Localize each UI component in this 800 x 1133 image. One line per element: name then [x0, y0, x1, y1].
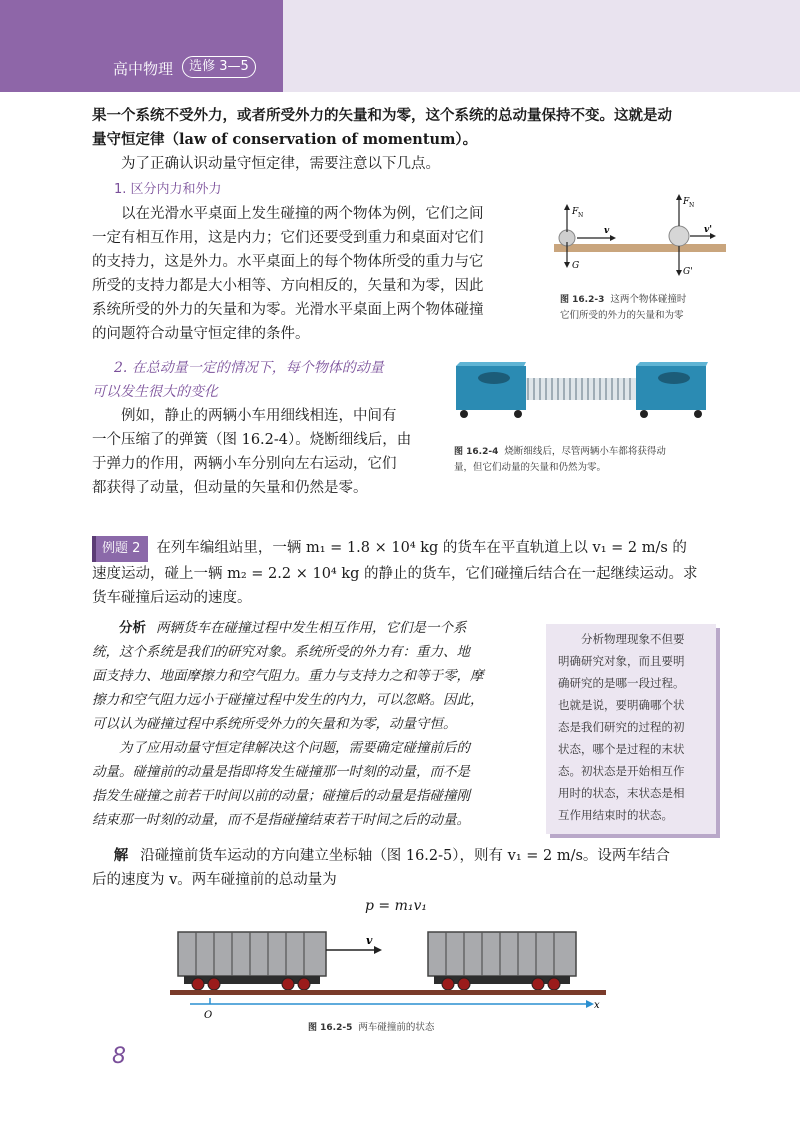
caption-text: 量，但它们动量的矢量和仍然为零。 [454, 462, 607, 473]
example-block [92, 536, 732, 610]
intro-line-1: 果一个系统不受外力，或者所受外力的矢量和为零，这个系统的总动量保持不变。这就是动 [92, 107, 672, 124]
example-tag: 例题 2 [92, 536, 148, 562]
side-note-line: 明确研究对象，而且要明 [558, 654, 685, 668]
fn2-sub: N [689, 202, 695, 209]
right-cart [636, 362, 708, 418]
fn-sub: N [578, 212, 584, 219]
section-2-line: 于弹力的作用，两辆小车分别向左右运动，它们 [92, 456, 397, 472]
solution-text: 沿碰撞前货车运动的方向建立坐标轴（图 16.2-5），则有 v₁ = 2 m/s。设两车结合 [140, 848, 670, 864]
example-line: 速度运动，碰上一辆 m₂ = 2.2 × 10⁴ kg 的静止的货车，它们碰撞后结合在一起继续运动。求 [92, 566, 698, 582]
wheel [442, 978, 454, 990]
arrowhead [676, 194, 682, 200]
example-text: 在列车编组站里，一辆 m₁ = 1.8 × 10⁴ kg 的货车在平直轨道上以 v₁ = 2 m/s 的 [156, 540, 687, 556]
example-line [92, 536, 732, 562]
wheel [640, 410, 648, 418]
arrowhead [610, 235, 616, 241]
intro-line-2: 量守恒定律（law of conservation of momentum）。 [92, 131, 478, 148]
wheel [532, 978, 544, 990]
origin-label: O [204, 1010, 213, 1020]
solution-label: 解 [113, 847, 129, 864]
velocity-label: v [366, 934, 373, 947]
cart-hole [478, 372, 510, 384]
side-note-line: 互作用结束时的状态。 [558, 808, 673, 822]
analysis-line: 可以认为碰撞过程中系统所受外力的矢量和为零，动量守恒。 [92, 716, 457, 732]
figure-16-2-5 [170, 924, 606, 1020]
arrowhead [374, 946, 382, 954]
notes-intro: 为了正确认识动量守恒定律，需要注意以下几点。 [121, 156, 440, 172]
figure-16-2-5-caption [308, 1020, 434, 1036]
book-title: 高中物理 [113, 60, 174, 78]
large-ball [669, 226, 689, 246]
g-label: G [572, 261, 580, 271]
section-1-line: 一定有相互作用，这是内力；它们还要受到重力和桌面对它们 [92, 230, 484, 246]
section-1-line: 的问题符合动量守恒定律的条件。 [92, 326, 310, 342]
intro-block [92, 104, 732, 176]
analysis-text: 两辆货车在碰撞过程中发生相互作用，它们是一个系 [156, 620, 467, 636]
side-note-line: 状态，哪个是过程的末状 [558, 742, 685, 756]
g2-label: G' [683, 267, 693, 277]
figure-number: 图 16.2-4 [454, 447, 499, 457]
side-note-box [546, 624, 716, 834]
figure-number: 图 16.2-5 [308, 1023, 353, 1033]
wheel [460, 410, 468, 418]
figure-16-2-3-caption [560, 292, 730, 324]
analysis-label: 分析 [119, 620, 146, 636]
fn-label: F [572, 207, 579, 217]
v2-label: v' [704, 225, 712, 235]
analysis-line: 结束那一时刻的动量，而不是指碰撞结束若干时间之后的动量。 [92, 812, 470, 828]
arrowhead [564, 262, 570, 268]
caption-text: 烧断细线后，尽管两辆小车都将获得动 [504, 446, 666, 457]
analysis-line [92, 616, 536, 640]
compressed-spring [526, 378, 636, 400]
side-note-line: 分析物理现象不但要 [581, 632, 685, 646]
analysis-line: 擦力和空气阻力远小于碰撞过程中发生的内力，可以忽略。因此， [92, 692, 484, 708]
solution-line [92, 844, 732, 868]
wheel [514, 410, 522, 418]
right-freight-car [428, 932, 576, 990]
x-axis-arrowhead [586, 1000, 594, 1008]
cart-hole [658, 372, 690, 384]
volume-pill [182, 56, 256, 78]
left-freight-car [178, 932, 326, 990]
wheel [298, 978, 310, 990]
wheel [282, 978, 294, 990]
analysis-block [92, 616, 536, 832]
caption-text: 两车碰撞前的状态 [358, 1022, 435, 1033]
wheel [548, 978, 560, 990]
rail-track [170, 990, 606, 995]
momentum-formula: p = m₁v₁ [365, 898, 428, 914]
cart-top [456, 362, 526, 366]
section-2-heading: 2. 在总动量一定的情况下，每个物体的动量 [114, 360, 384, 376]
wheel [458, 978, 470, 990]
table-surface [554, 244, 726, 252]
solution-block [92, 844, 732, 892]
section-1-line: 以在光滑水平桌面上发生碰撞的两个物体为例，它们之间 [121, 206, 484, 222]
side-note-line: 也就是说，要明确哪个状 [558, 698, 685, 712]
arrowhead [676, 270, 682, 276]
fn2-label: F [683, 197, 690, 207]
page-number: 8 [112, 1044, 126, 1069]
caption-text: 它们所受的外力的矢量和为零 [560, 310, 684, 321]
figure-16-2-4-caption [454, 444, 726, 476]
arrowhead [564, 204, 570, 210]
solution-line: 后的速度为 v。两车碰撞前的总动量为 [92, 872, 337, 888]
left-cart [456, 362, 526, 418]
side-note-line: 确研究的是哪一段过程。 [558, 676, 685, 690]
section-1-line: 的支持力，这是外力。水平桌面上的每个物体所受的重力与它 [92, 254, 484, 270]
figure-16-2-3 [550, 192, 730, 284]
v-label: v [604, 226, 610, 236]
section-1-heading: 1. 区分内力和外力 [114, 182, 222, 197]
section-2-line: 一个压缩了的弹簧（图 16.2-4）。烧断细线后，由 [92, 432, 412, 448]
x-axis-label: x [594, 1000, 600, 1011]
analysis-line: 指发生碰撞之前若干时间以前的动量；碰撞后的动量是指碰撞刚 [92, 788, 470, 804]
side-note-line: 态。初状态是开始相互作 [558, 764, 685, 778]
caption-text: 这两个物体碰撞时 [610, 294, 687, 305]
section-2 [92, 356, 452, 500]
cart-top [636, 362, 708, 366]
wheel [694, 410, 702, 418]
example-line: 货车碰撞后运动的速度。 [92, 590, 252, 606]
analysis-line: 为了应用动量守恒定律解决这个问题，需要确定碰撞前后的 [119, 740, 470, 756]
section-2-heading: 可以发生很大的变化 [92, 384, 218, 400]
wheel [208, 978, 220, 990]
figure-number: 图 16.2-3 [560, 295, 605, 305]
section-1 [92, 178, 532, 346]
section-1-line: 系统所受的外力的矢量和为零。光滑水平桌面上两个物体碰撞 [92, 302, 484, 318]
analysis-line: 面支持力、地面摩擦力和空气阻力。重力与支持力之和等于零，摩 [92, 668, 484, 684]
section-2-line: 都获得了动量，但动量的矢量和仍然是零。 [92, 480, 368, 496]
section-2-line: 例如，静止的两辆小车用细线相连，中间有 [121, 408, 397, 424]
volume-label: 选修 3—5 [189, 59, 249, 74]
header-lilac-block [283, 0, 800, 92]
wheel [192, 978, 204, 990]
analysis-line: 统，这个系统是我们的研究对象。系统所受的外力有：重力、地 [92, 644, 470, 660]
analysis-line: 动量。碰撞前的动量是指即将发生碰撞那一时刻的动量，而不是 [92, 764, 470, 780]
spring-body [526, 378, 636, 400]
side-note-line: 用时的状态，末状态是相 [558, 786, 685, 800]
section-1-line: 所受的支持力都是大小相等、方向相反的，矢量和为零，因此 [92, 278, 484, 294]
figure-16-2-4 [454, 356, 726, 426]
side-note-line: 态是我们研究的过程的初 [558, 720, 685, 734]
